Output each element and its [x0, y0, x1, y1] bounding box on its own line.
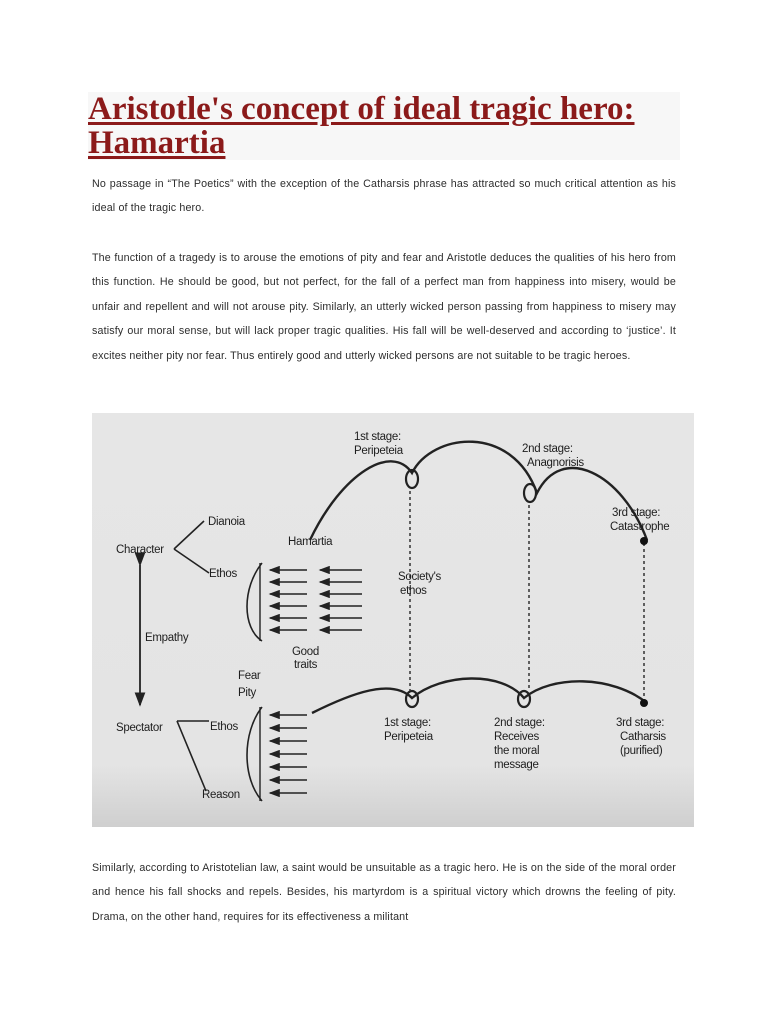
label-ethos-top: Ethos [209, 568, 237, 580]
label-dianoia: Dianoia [208, 516, 245, 528]
label-stage3-top-b: Catastrophe [610, 521, 670, 533]
label-stage2-bot-c: the moral [494, 745, 540, 757]
label-stage1-top-a: 1st stage: [354, 431, 401, 443]
label-empathy: Empathy [145, 632, 189, 644]
label-ethos-bottom: Ethos [210, 721, 238, 733]
label-stage2-top-a: 2nd stage: [522, 443, 573, 455]
diagram-svg [92, 413, 694, 827]
label-stage1-bot-b: Peripeteia [384, 731, 433, 743]
label-good-a: Good [292, 646, 319, 658]
label-stage2-bot-a: 2nd stage: [494, 717, 545, 729]
paragraph-saint: Similarly, according to Aristotelian law, a saint would be unsuitable as a tragic hero. He is on the side of the moral order and hence his fall shocks and repels. Besides, his martyrdom is a spiritual victory which drowns the feeling of pity. Drama, on the other hand, requires for its effectiveness a militant [92, 862, 676, 923]
label-hamartia: Hamartia [288, 536, 333, 548]
label-reason: Reason [202, 789, 240, 801]
label-societys-a: Society's [398, 571, 441, 583]
label-stage2-bot-b: Receives [494, 731, 539, 743]
label-good-b: traits [294, 659, 318, 671]
label-fear: Fear [238, 670, 261, 682]
label-character: Character [116, 544, 164, 556]
paragraph-intro: No passage in “The Poetics” with the exception of the Catharsis phrase has attracted so much critical attention as his ideal of the tragic hero. [92, 178, 676, 215]
title-block [88, 92, 680, 160]
label-stage1-top-b: Peripeteia [354, 445, 403, 457]
page-title: Aristotle's concept of ideal tragic hero: Hamartia [88, 91, 635, 161]
tragic-hero-diagram [92, 413, 694, 827]
label-stage1-bot-a: 1st stage: [384, 717, 431, 729]
label-stage3-bot-a: 3rd stage: [616, 717, 665, 729]
label-societys-b: ethos [400, 585, 427, 597]
label-stage3-bot-c: (purified) [620, 745, 663, 757]
label-stage3-top-a: 3rd stage: [612, 507, 661, 519]
label-stage2-bot-d: message [494, 759, 539, 771]
paragraph-function: The function of a tragedy is to arouse the emotions of pity and fear and Aristotle deduces the qualities of his hero from this function. He should be good, but not perfect, for the fall of a perfect man from happiness into misery, would be unfair and repellent and will not arouse pity. Similarly, an utterly wicked person passing from happiness to misery may satisfy our moral sense, but will lack proper tragic qualities. His fall will be well-deserved and according to ‘justice’. It excites neither pity nor fear. Thus entirely good and utterly wicked persons are not suitable to be tragic heroes. [92, 252, 676, 362]
label-spectator: Spectator [116, 722, 163, 734]
label-stage3-bot-b: Catharsis [620, 731, 666, 743]
label-stage2-top-b: Anagnorisis [527, 457, 584, 469]
label-pity: Pity [238, 687, 256, 699]
